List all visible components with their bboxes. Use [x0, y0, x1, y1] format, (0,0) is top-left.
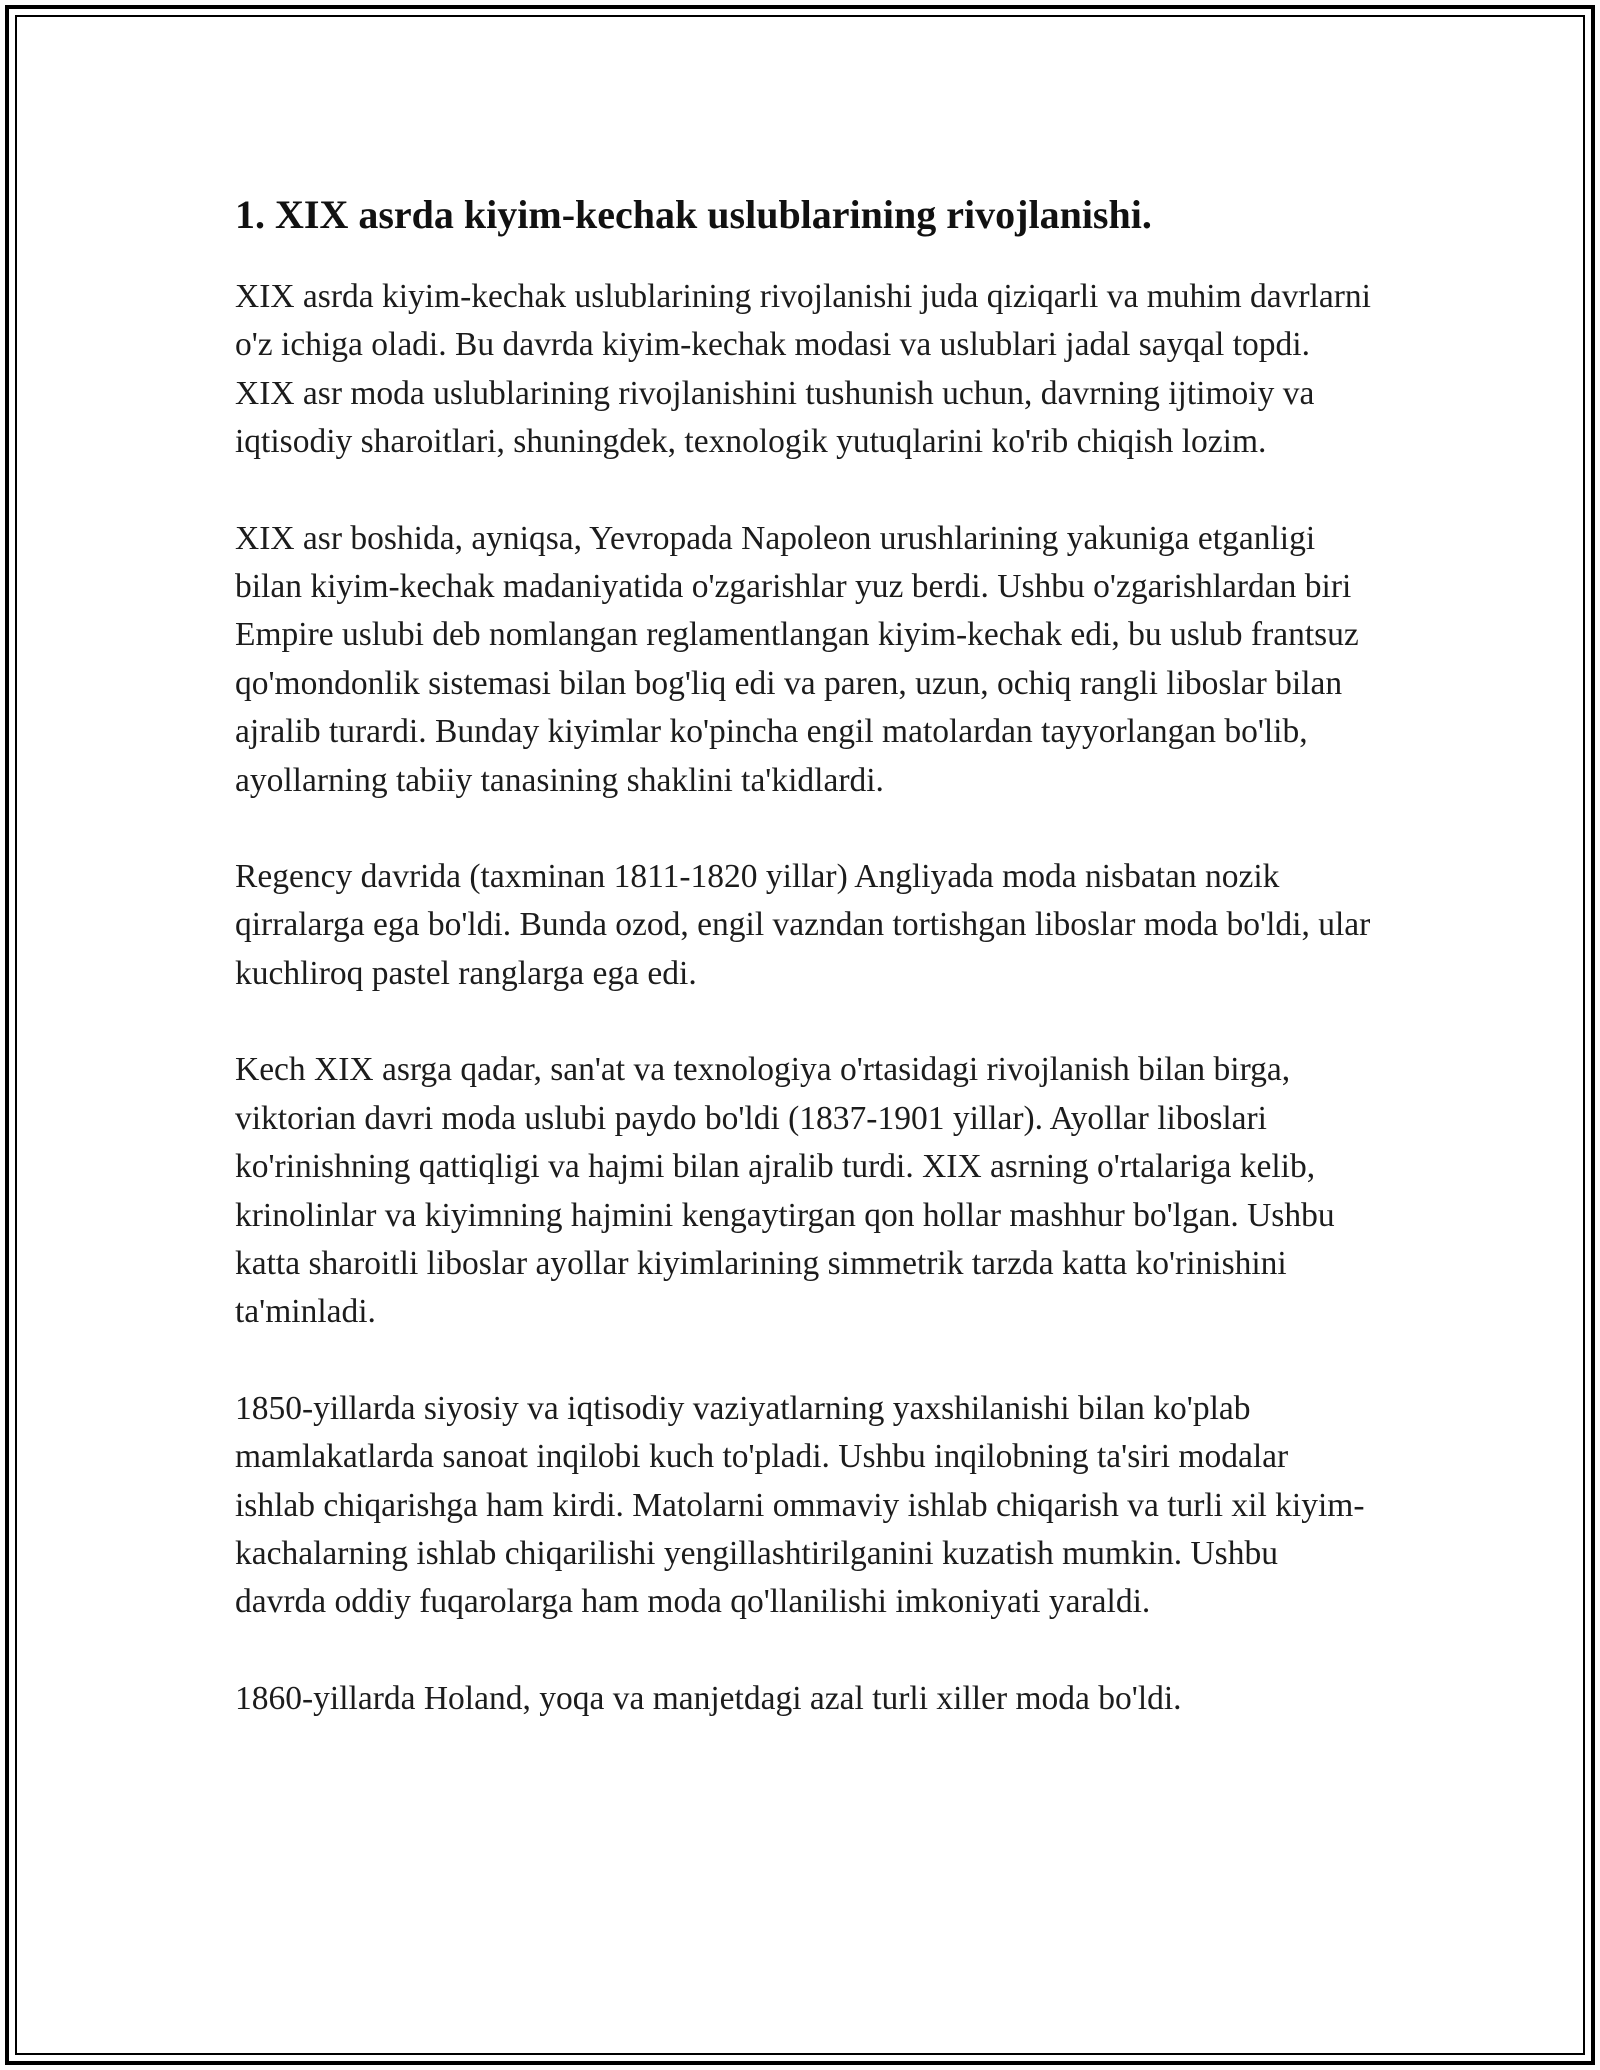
paragraph-empire-style: XIX asr boshida, ayniqsa, Yevropada Napoleon urushlarining yakuniga etganligi bilan kiyim-kechak madaniyatida o'zgarishlar yuz berdi. Ushbu o'zgarishlardan biri Empire uslubi deb nomlangan reglamentlangan kiyim-kechak edi, bu uslub frantsuz qo'mondonlik sistemasi bilan bog'liq edi va paren, uzun, ochiq rangli liboslar bilan ajralib turardi. Bunday kiyimlar ko'pincha engil matolardan tayyorlangan bo'lib, ayollarning tabiiy tanasining shaklini ta'kidlardi. [235, 519, 1359, 799]
page-title: 1. XIX asrda kiyim-kechak uslublarining rivojlanishi. [235, 192, 1152, 237]
paragraph-intro: XIX asrda kiyim-kechak uslublarining rivojlanishi juda qiziqarli va muhim davrlarni o'z ichiga oladi. Bu davrda kiyim-kechak modasi va uslublari jadal sayqal topdi. XIX asr moda uslublarining rivojlanishini tushunish uchun, davrning ijtimoiy va iqtisodiy sharoitlari, shuningdek, texnologik yutuqlarini ko'rib chiqish lozim. [235, 278, 1371, 461]
paragraph-industrial: 1850-yillarda siyosiy va iqtisodiy vaziyatlarning yaxshilanishi bilan ko'plab mamlakatlarda sanoat inqilobi kuch to'pladi. Ushbu inqilobning ta'siri modalar ishlab chiqarishga ham kirdi. Matolarni ommaviy ishlab chiqarish va turli xil kiyim-kachalarning ishlab chiqarilishi yengillashtirilganini kuzatish mumkin. Ushbu davrda oddiy fuqarolarga ham moda qo'llanilishi imkoniyati yaraldi. [235, 1389, 1365, 1621]
document-body [235, 185, 1375, 1771]
paragraph-victorian: Kech XIX asrga qadar, san'at va texnologiya o'rtasidagi rivojlanish bilan birga, viktorian davri moda uslubi paydo bo'ldi (1837-1901 yillar). Ayollar liboslari ko'rinishning qattiqligi va hajmi bilan ajralib turdi. XIX asrning o'rtalariga kelib, krinolinlar va kiyimning hajmini kengaytirgan qon hollar mashhur bo'lgan. Ushbu katta sharoitli liboslar ayollar kiyimlarining simmetrik tarzda katta ko'rinishini ta'minladi. [235, 1051, 1335, 1331]
paragraph-1860s: 1860-yillarda Holand, yoqa va manjetdagi azal turli xiller moda bo'ldi. [235, 1679, 1182, 1717]
paragraph-regency: Regency davrida (taxminan 1811-1820 yillar) Angliyada moda nisbatan nozik qirralarga ega bo'ldi. Bunda ozod, engil vazndan tortishgan liboslar moda bo'ldi, ular kuchliroq pastel ranglarga ega edi. [235, 858, 1371, 992]
